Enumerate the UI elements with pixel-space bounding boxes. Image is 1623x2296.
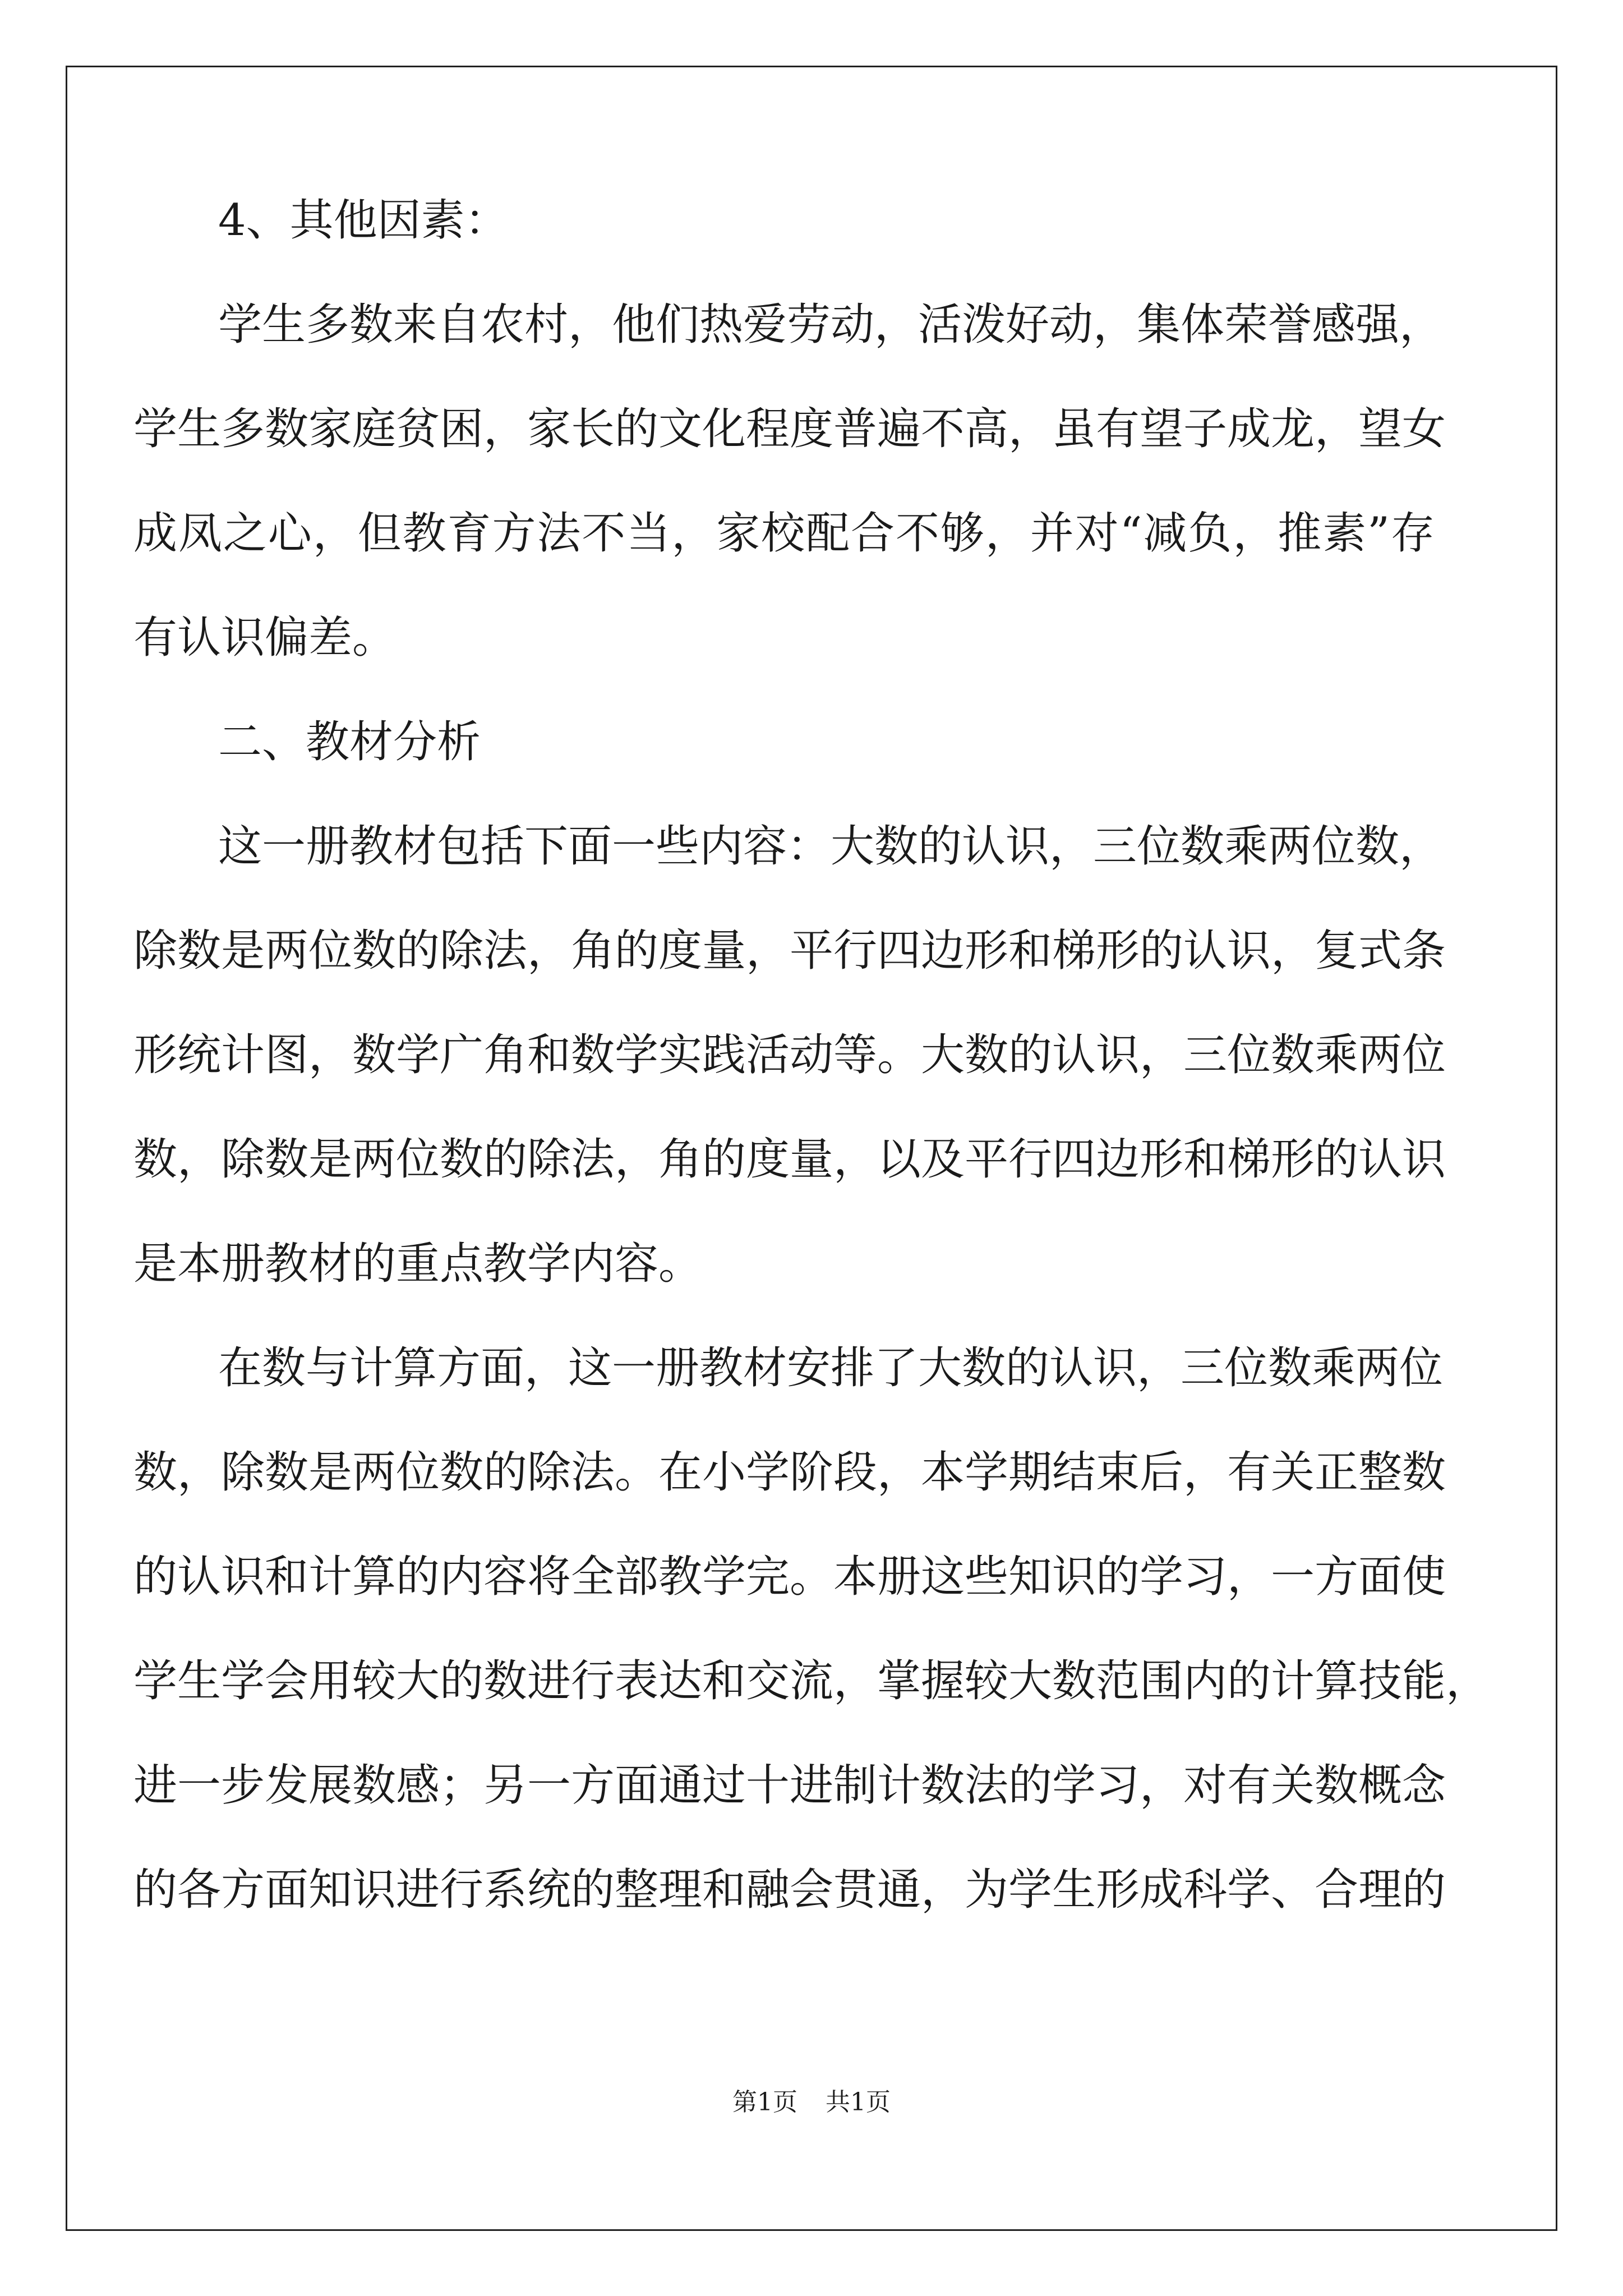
- paragraph-line: 学生多数来自农村，他们热爱劳动，活泼好动，集体荣誉感强，: [218, 300, 1444, 350]
- document-body: [133, 168, 1490, 1942]
- paragraph-line: 学生学会用较大的数进行表达和交流，掌握较大数范围内的计算技能，: [133, 1656, 1490, 1706]
- paragraph-line: 成凤之心，但教育方法不当，家校配合不够，并对“减负，推素”存: [133, 508, 1435, 559]
- paragraph-line: 数，除数是两位数的除法。在小学阶段，本学期结束后，有关正整数: [133, 1447, 1446, 1498]
- paragraph-line: 在数与计算方面，这一册教材安排了大数的认识，三位数乘两位: [218, 1343, 1444, 1393]
- paragraph-line: 数，除数是两位数的除法，角的度量，以及平行四边形和梯形的认识: [133, 1134, 1446, 1185]
- page-number: 第1页: [732, 2088, 797, 2116]
- section-subheading: 4、其他因素：: [218, 195, 509, 246]
- paragraph-line: 除数是两位数的除法，角的度量，平行四边形和梯形的认识，复式条: [133, 926, 1446, 976]
- paragraph-line: 的各方面知识进行系统的整理和融会贯通，为学生形成科学、合理的: [133, 1865, 1446, 1915]
- paragraph-line: 这一册教材包括下面一些内容：大数的认识，三位数乘两位数，: [218, 821, 1444, 872]
- paragraph-line: 有认识偏差。: [133, 613, 396, 663]
- paragraph-line: 的认识和计算的内容将全部教学完。本册这些知识的学习，一方面使: [133, 1552, 1446, 1602]
- page-footer: [0, 2086, 1623, 2119]
- paragraph-line: 是本册教材的重点教学内容。: [133, 1239, 703, 1289]
- page-total: 共1页: [826, 2088, 891, 2116]
- paragraph-line: 进一步发展数感；另一方面通过十进制计数法的学习，对有关数概念: [133, 1760, 1446, 1811]
- paragraph-line: 形统计图，数学广角和数学实践活动等。大数的认识，三位数乘两位: [133, 1030, 1446, 1080]
- section-heading: 二、教材分析: [218, 717, 481, 767]
- paragraph-line: 学生多数家庭贫困，家长的文化程度普遍不高，虽有望子成龙，望女: [133, 404, 1446, 454]
